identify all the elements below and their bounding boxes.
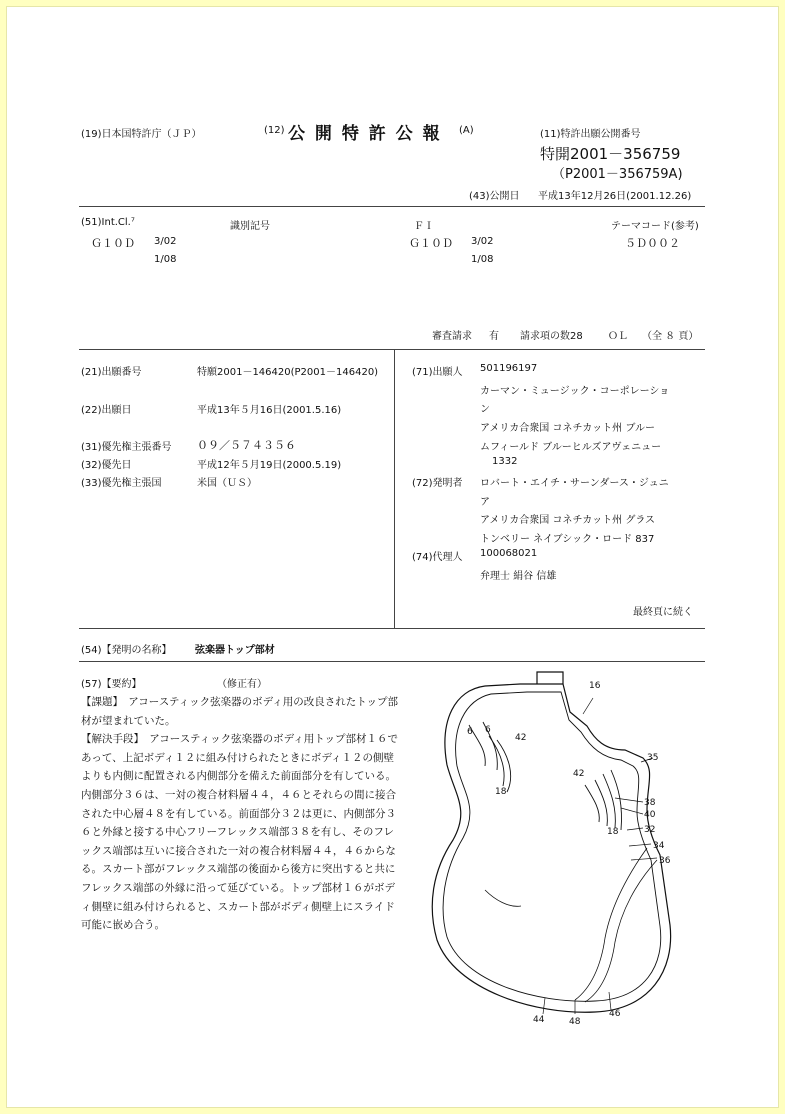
figure-label: 18 (495, 787, 507, 797)
intcl-code: Ｇ１０Ｄ (91, 237, 135, 250)
abstract-solution (81, 730, 399, 935)
figure-label: 35 (647, 753, 659, 763)
divider (79, 206, 705, 207)
figure-label: 46 (609, 1009, 621, 1019)
priority-number-label: (31)優先権主張番号 (81, 442, 172, 453)
figure-label: 38 (644, 798, 656, 808)
fi-class-1: 3/02 (471, 236, 494, 247)
fi-label: ＦＩ (414, 221, 434, 232)
column-divider (394, 350, 395, 628)
solution-text: アコースティック弦楽器のボディ用トップ部材１６であって、上記ボディ１２に組み付けられたときにボディ１２の側壁よりも内側に配置される内側部分を備えた前面部分を有している。内側部分３６は、一対の複合材料層４４，４６とそれらの間に接合された中心層４８を有している。前面部分３２は更に、内側部分３６と外縁と接する中心フリーフレックス端部３８を有し、そのフレックス端部は互いに接合された一対の複合材料層４４，４６からなる。スカート部がフレックス端部の後面から後方に突出すると共にフレックス端部の外縁に沿って延びている。トップ部材１６がボディ側壁に組み付けられると、スカート部がボディ側壁上にスライド可能に嵌め合う。 (81, 733, 398, 932)
app-number-label: (21)出願番号 (81, 367, 142, 378)
pub-number-label: (11)特許出願公開番号 (540, 129, 641, 140)
app-date: 平成13年５月16日(2001.5.16) (197, 405, 342, 416)
inner-outline (443, 692, 661, 1001)
pub-date-label: (43)公開日 (469, 191, 520, 202)
invention-title-label: (54)【発明の名称】 (81, 645, 172, 656)
figure-label: 42 (515, 733, 527, 743)
abstract-problem (81, 693, 399, 730)
pub-number-alt: （P2001－356759A) (552, 167, 683, 182)
theme-code-label: テーマコード(参考) (611, 221, 699, 232)
problem-text: アコースティック弦楽器のボディ用の改良されたトップ部材が望まれていた。 (81, 696, 398, 727)
applicant-line: アメリカ合衆国 コネチカット州 ブルー (480, 423, 655, 434)
fi-class-2: 1/08 (471, 254, 494, 265)
agent-label: (74)代理人 (412, 552, 463, 563)
priority-date: 平成12年５月19日(2000.5.19) (197, 460, 342, 471)
invention-title: 弦楽器トップ部材 (195, 645, 275, 656)
theme-code: ５Ｄ００２ (625, 237, 680, 250)
patent-page (6, 6, 779, 1108)
exam-request-label: 審査請求 (432, 331, 472, 342)
agent-line: 100068021 (480, 548, 538, 559)
claims-count: 請求項の数28 (520, 331, 583, 342)
applicant-line: ン (480, 404, 490, 415)
doc-kind-suffix: (A) (459, 125, 474, 136)
agent-line: 弁理士 絹谷 信雄 (480, 571, 557, 582)
divider (79, 628, 705, 629)
figure-label: 36 (659, 856, 671, 866)
priority-number: ０９／５７４３５６ (197, 439, 296, 452)
abstract-body (81, 693, 399, 935)
figure-label: 48 (569, 1017, 581, 1027)
applicant-label: (71)出願人 (412, 367, 463, 378)
pub-number: 特開2001－356759 (540, 145, 681, 163)
figure-label: 40 (644, 810, 656, 820)
solution-label: 【解決手段】 (81, 733, 139, 746)
fi-code: Ｇ１０Ｄ (409, 237, 453, 250)
abstract-note: （修正有） (217, 679, 267, 690)
figure-label: 34 (653, 841, 665, 851)
app-date-label: (22)出願日 (81, 405, 132, 416)
office-name: (19)日本国特許庁（ＪＰ） (81, 129, 202, 140)
problem-label: 【課題】 (81, 696, 118, 708)
figure-label: 16 (589, 681, 601, 691)
priority-country-label: (33)優先権主張国 (81, 478, 162, 489)
divider (79, 661, 705, 662)
inventor-line: ア (480, 497, 490, 508)
id-code-label: 識別記号 (230, 221, 270, 232)
intcl-label: (51)Int.Cl.⁷ (81, 217, 135, 228)
figure-label: 44 (533, 1015, 545, 1025)
guitar-top-figure (425, 670, 695, 1030)
intcl-class-1: 3/02 (154, 236, 177, 247)
doc-kind-number: (12) (264, 125, 285, 136)
ol-mark: ＯＬ (608, 331, 628, 342)
figure-label: 32 (644, 825, 656, 835)
figure-label: 6 (485, 725, 491, 735)
divider (79, 349, 705, 350)
exam-request: 有 (489, 331, 499, 342)
intcl-class-2: 1/08 (154, 254, 177, 265)
inventor-line: アメリカ合衆国 コネチカット州 グラス (480, 515, 656, 526)
priority-date-label: (32)優先日 (81, 460, 132, 471)
abstract-label: (57)【要約】 (81, 679, 142, 690)
continued-note: 最終頁に続く (633, 607, 693, 618)
applicant-line: ムフィールド ブルーヒルズアヴェニュー (480, 442, 662, 453)
applicant-line: カーマン・ミュージック・コーポレーショ (480, 386, 670, 397)
applicant-line: 501196197 (480, 363, 538, 374)
figure-label: 18 (607, 827, 619, 837)
pub-date: 平成13年12月26日(2001.12.26) (538, 191, 692, 202)
figure-label: 6 (467, 727, 473, 737)
app-number: 特願2001－146420(P2001－146420) (197, 367, 379, 378)
figure-label: 42 (573, 769, 585, 779)
inventor-line: トンベリー ネイブシック・ロード 837 (480, 534, 655, 545)
priority-country: 米国（ＵＳ） (197, 478, 257, 489)
inventor-line: ロバート・エイチ・サーンダース・ジュニ (480, 478, 669, 489)
applicant-line: 1332 (492, 456, 518, 467)
inventor-label: (72)発明者 (412, 478, 463, 489)
doc-kind-title: 公 開 特 許 公 報 (288, 124, 442, 144)
page-count: （全 ８ 頁） (642, 331, 699, 342)
